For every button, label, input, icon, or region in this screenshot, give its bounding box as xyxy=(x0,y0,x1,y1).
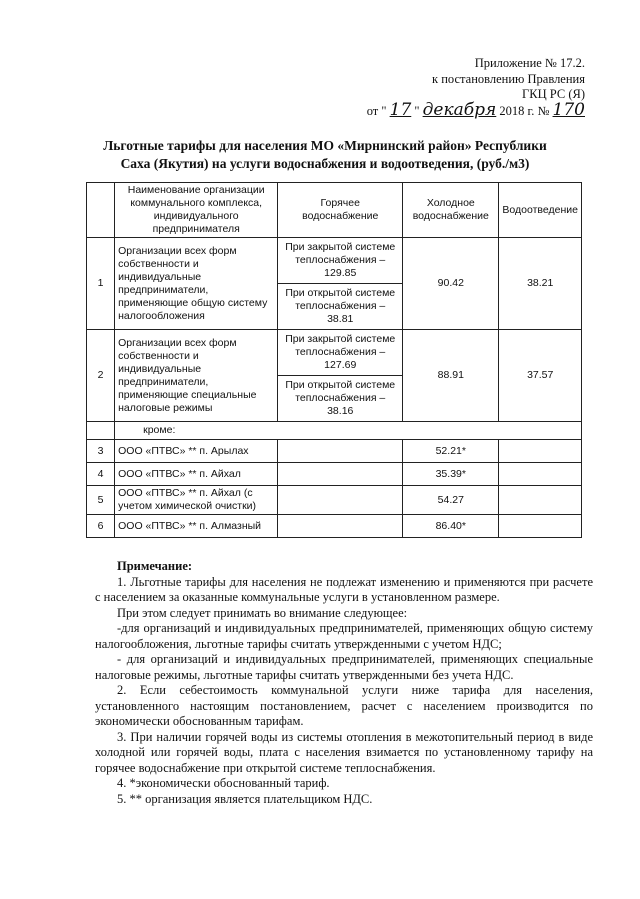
note-2: 2. Если себестоимость коммунальной услуги ниже тарифа для населения, установленного настоящим постановлением, расчет с населением производится по экономически обоснованным тарифам. xyxy=(95,683,593,728)
hot-water-closed-system: При закрытой системе теплоснабжения – 129.85 xyxy=(278,238,403,284)
hot-water-value xyxy=(278,440,403,463)
hot-water-open-system: При открытой системе теплоснабжения – 38.16 xyxy=(278,376,403,422)
table-row xyxy=(87,440,582,463)
drainage-value: 38.21 xyxy=(499,238,582,330)
row-organization: ООО «ПТВС» ** п. Айхал xyxy=(115,463,278,486)
appendix-resolution-ref: к постановлению Правления xyxy=(432,71,585,86)
row-organization: ООО «ПТВС» ** п. Айхал (с учетом химической очистки) xyxy=(115,486,278,515)
note-1-special-tax: - для организаций и индивидуальных предпринимателей, применяющих специальные налоговые режимы, льготные тарифы считать утвержденными без учета НДС. xyxy=(95,652,593,682)
row-organization: Организации всех форм собственности и индивидуальные предприниматели, применяющие общую систему налогообложения xyxy=(115,238,278,330)
table-header-row xyxy=(87,183,582,238)
note-4: 4. *экономически обоснованный тариф. xyxy=(117,776,330,790)
resolution-number-handwritten: 170 xyxy=(552,99,585,120)
date-prefix: от xyxy=(366,103,379,118)
row-number: 2 xyxy=(87,330,115,422)
header-drainage: Водоотведение xyxy=(499,183,582,238)
row-number: 3 xyxy=(87,440,115,463)
cold-water-value: 35.39* xyxy=(403,463,499,486)
row-number: 1 xyxy=(87,238,115,330)
hot-water-value xyxy=(278,515,403,538)
note-1-intro: При этом следует принимать во внимание следующее: xyxy=(117,605,408,620)
notes-section xyxy=(95,559,593,807)
hot-water-value xyxy=(278,463,403,486)
note-1: 1. Льготные тарифы для населения не подлежат изменению и применяются при расчете с населением за оказанные коммунальные услуги в установленном размере. xyxy=(95,574,593,604)
header-organization: Наименование организации коммунального комплекса, индивидуального предпринимателя xyxy=(115,183,278,238)
row-organization: ООО «ПТВС» ** п. Арылах xyxy=(115,440,278,463)
table-row xyxy=(87,238,582,284)
except-blank-cell xyxy=(87,422,115,440)
appendix-header xyxy=(360,56,585,119)
table-row xyxy=(87,486,582,515)
note-1-general-tax: -для организаций и индивидуальных предпринимателей, применяющих общую систему налогообложения, льготные тарифы считать утвержденными с учетом НДС; xyxy=(95,621,593,651)
cold-water-value: 52.21* xyxy=(403,440,499,463)
cold-water-value: 88.91 xyxy=(403,330,499,422)
appendix-date-line: от " 17 " декабря 2018 г. № 170 xyxy=(366,99,585,120)
hot-water-closed-system: При закрытой системе теплоснабжения – 127.69 xyxy=(278,330,403,376)
row-number: 6 xyxy=(87,515,115,538)
hot-water-value xyxy=(278,486,403,515)
table-row xyxy=(87,463,582,486)
document-title: Льготные тарифы для населения МО «Мирнинский район» Республики Саха (Якутия) на услуги водоснабжения и водоотведения, (руб./м3) xyxy=(103,138,547,171)
drainage-value xyxy=(499,486,582,515)
drainage-value xyxy=(499,515,582,538)
drainage-value xyxy=(499,440,582,463)
date-day-handwritten: 17 xyxy=(389,99,412,120)
header-cold-water: Холодное водоснабжение xyxy=(403,183,499,238)
notes-heading: Примечание: xyxy=(117,559,193,573)
row-number: 4 xyxy=(87,463,115,486)
row-organization: Организации всех форм собственности и индивидуальные предприниматели, применяющие специальные налоговые режимы xyxy=(115,330,278,422)
date-month-handwritten: декабря xyxy=(422,99,497,120)
table-row xyxy=(87,330,582,376)
cold-water-value: 90.42 xyxy=(403,238,499,330)
cold-water-value: 54.27 xyxy=(403,486,499,515)
except-row xyxy=(87,422,582,440)
drainage-value xyxy=(499,463,582,486)
header-hot-water: Горячее водоснабжение xyxy=(278,183,403,238)
cold-water-value: 86.40* xyxy=(403,515,499,538)
row-number: 5 xyxy=(87,486,115,515)
appendix-number: Приложение № 17.2. xyxy=(474,56,585,70)
row-organization: ООО «ПТВС» ** п. Алмазный xyxy=(115,515,278,538)
drainage-value: 37.57 xyxy=(499,330,582,422)
hot-water-open-system: При открытой системе теплоснабжения – 38.81 xyxy=(278,284,403,330)
except-label: кроме: xyxy=(115,422,582,440)
header-number xyxy=(87,183,115,238)
note-3: 3. При наличии горячей воды из системы отопления в межотопительный период в виде холодной или горячей воды, плата с населения взимается по установленному тарифу на горячее водоснабжение при открытой системе теплоснабжения. xyxy=(95,729,593,775)
note-5: 5. ** организация является плательщиком НДС. xyxy=(117,791,373,806)
appendix-agency: ГКЦ РС (Я) xyxy=(522,87,585,101)
tariffs-table xyxy=(86,182,582,538)
date-year: 2018 г. № xyxy=(499,103,550,118)
table-row xyxy=(87,515,582,538)
